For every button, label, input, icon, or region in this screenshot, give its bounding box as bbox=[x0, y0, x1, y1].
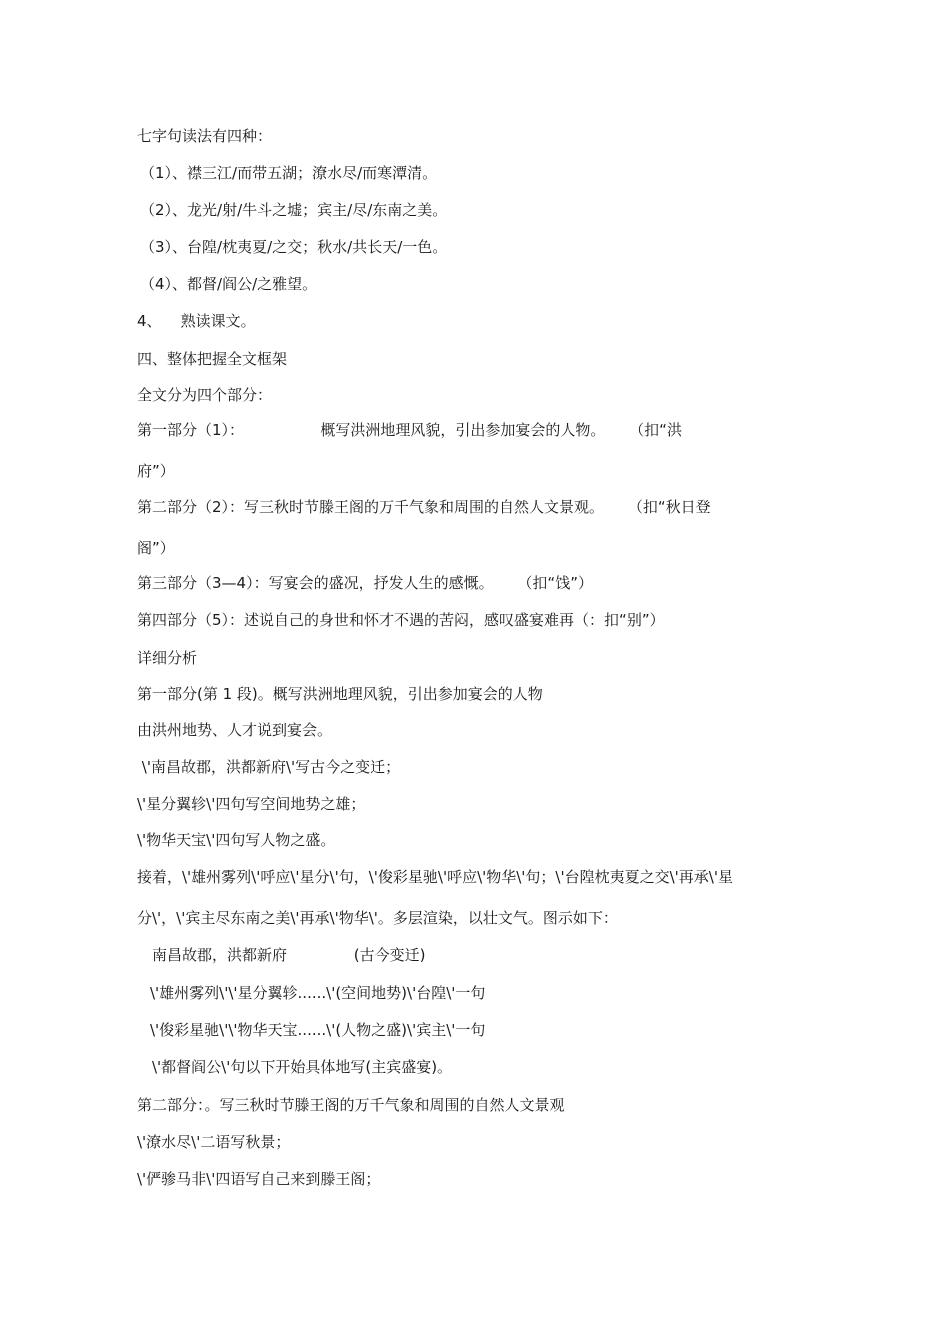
text-line: 第一部分（1）： 概写洪洲地理风貌，引出参加宴会的人物。 （扣“洪 bbox=[137, 421, 682, 439]
text-line: 第四部分（5）：述说自己的身世和怀才不遇的苦闷，感叹盛宴难再（：扣“别”） bbox=[137, 611, 665, 629]
text-line: 第二部分（2）：写三秋时节滕王阁的万千气象和周围的自然人文景观。 （扣“秋日登 bbox=[137, 498, 711, 516]
text-line: 第一部分(第 1 段)。概写洪洲地理风貌，引出参加宴会的人物 bbox=[137, 685, 543, 703]
text-line: 分\'，\'宾主尽东南之美\'再承\'物华\'。多层渲染，以壮文气。图示如下： bbox=[137, 909, 618, 927]
diagram-line: \'都督阎公\'句以下开始具体地写(主宾盛宴)。 bbox=[152, 1058, 453, 1076]
text-line: 七字句读法有四种： bbox=[137, 127, 273, 145]
text-line: 接着，\'雄州雾列\'呼应\'星分\'句，\'俊彩星驰\'呼应\'物华\'句；\'台隍枕夷夏之交\'再承\'星 bbox=[137, 868, 733, 886]
text-line: 第二部分：。写三秋时节滕王阁的万千气象和周围的自然人文景观 bbox=[137, 1096, 565, 1114]
diagram-line: \'雄州雾列\'\'星分翼轸......\'(空间地势)\'台隍\'一句 bbox=[150, 984, 486, 1002]
text-line: 4、 熟读课文。 bbox=[137, 312, 256, 330]
diagram-line: \'俊彩星驰\'\'物华天宝......\'(人物之盛)\'宾主\'一句 bbox=[150, 1021, 486, 1039]
text-line: 阁”） bbox=[137, 539, 175, 557]
text-line: 府”） bbox=[137, 462, 175, 480]
text-line: \'俨骖马非\'四语写自己来到滕王阁； bbox=[137, 1170, 381, 1188]
section-heading: 详细分析 bbox=[137, 649, 198, 667]
text-line: \'星分翼轸\'四句写空间地势之雄； bbox=[137, 795, 366, 813]
text-line: 由洪州地势、人才说到宴会。 bbox=[137, 721, 333, 739]
section-heading: 四、整体把握全文框架 bbox=[137, 350, 288, 368]
text-line: \'物华天宝\'四句写人物之盛。 bbox=[137, 831, 336, 849]
text-line: \'南昌故郡，洪都新府\'写古今之变迁； bbox=[137, 758, 401, 776]
diagram-line: 南昌故郡，洪都新府 (古今变迁) bbox=[152, 946, 426, 964]
text-line: 全文分为四个部分： bbox=[137, 386, 273, 404]
text-line: 第三部分（3—4）：写宴会的盛况，抒发人生的感慨。 （扣“饯”） bbox=[137, 574, 593, 592]
text-line: \'潦水尽\'二语写秋景； bbox=[137, 1133, 291, 1151]
text-line: （1）、襟三江/而带五湖；潦水尽/而寒潭清。 bbox=[140, 164, 438, 182]
text-line: （2）、龙光/射/牛斗之墟；宾主/尽/东南之美。 bbox=[140, 201, 448, 219]
text-line: （4）、都督/阎公/之雅望。 bbox=[140, 275, 318, 293]
text-line: （3）、台隍/枕夷夏/之交；秋水/共长天/一色。 bbox=[140, 238, 448, 256]
